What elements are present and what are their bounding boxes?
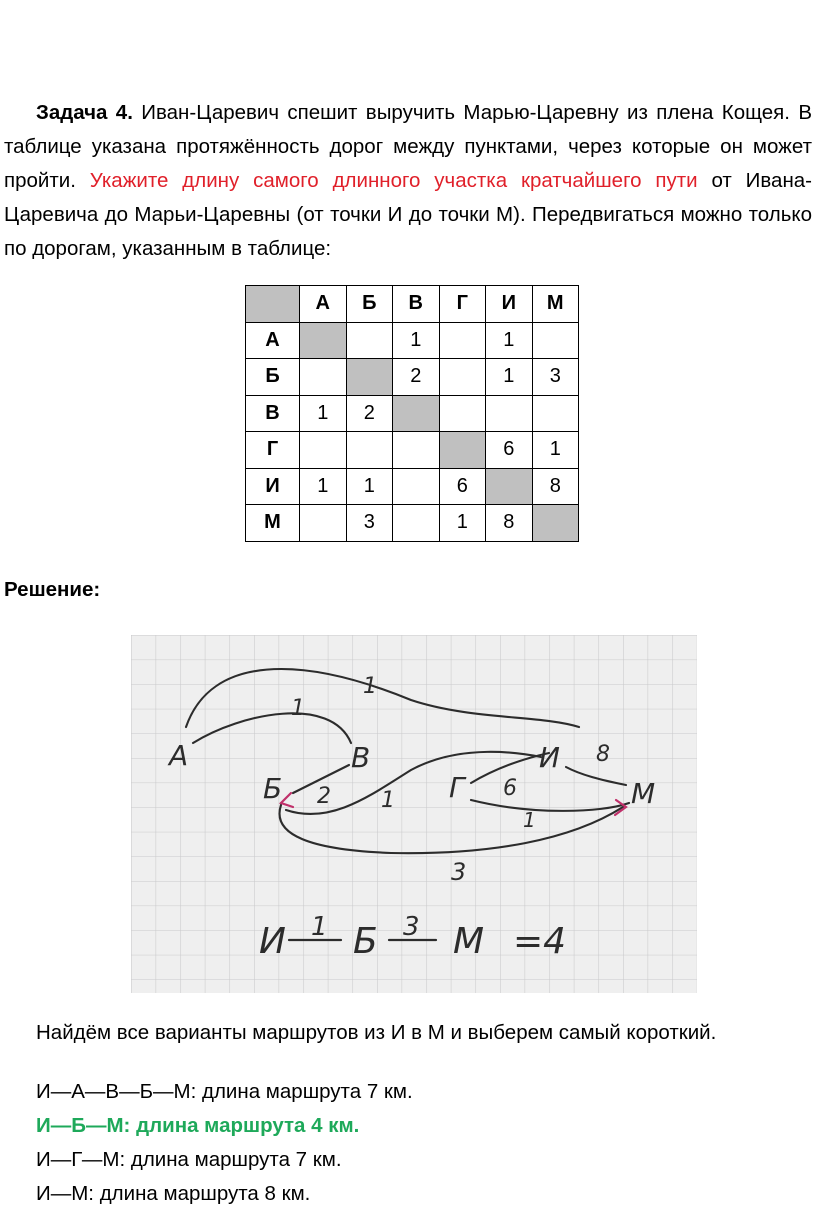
table-cell [393, 468, 440, 505]
route-item: И—Г—М: длина маршрута 7 км. [36, 1148, 342, 1171]
row-header: Г [246, 432, 300, 469]
table-cell: 3 [346, 505, 393, 542]
table-cell: 2 [393, 359, 440, 396]
edge-label-g-m: 1 [523, 808, 536, 832]
table-cell [532, 505, 579, 542]
edge-label-b-v: 2 [317, 784, 331, 809]
table-cell [393, 395, 440, 432]
col-header: А [300, 286, 347, 323]
route-item: И—А—В—Б—М: длина маршрута 7 км. [36, 1080, 413, 1103]
table-cell [486, 468, 533, 505]
row-header: В [246, 395, 300, 432]
table-row [246, 432, 579, 469]
solution-intro: Найдём все варианты маршрутов из И в М и выберем самый короткий. [36, 1021, 717, 1044]
col-header: М [532, 286, 579, 323]
solution-title: Решение: [4, 578, 101, 601]
row-header: И [246, 468, 300, 505]
col-header: В [393, 286, 440, 323]
table-corner-cell [246, 286, 300, 323]
table-row [246, 359, 579, 396]
table-cell: 3 [532, 359, 579, 396]
node-label-i: И [539, 741, 560, 774]
table-cell: 1 [393, 322, 440, 359]
table-cell: 1 [300, 468, 347, 505]
table-cell: 1 [439, 505, 486, 542]
table-cell [439, 432, 486, 469]
edge-label-b-m: 3 [451, 858, 467, 886]
table-cell [300, 322, 347, 359]
formula-mid: Б [353, 921, 378, 962]
row-header: М [246, 505, 300, 542]
table-cell: 6 [439, 468, 486, 505]
table-cell [346, 322, 393, 359]
task-text-part-2: от Ивана-Царевича до Марьи-Царевны (от точки И до точки М). Передвигаться можно только по дорогам, указанным в таблице: [4, 169, 813, 260]
formula-end: М [453, 921, 485, 962]
route-item: И—М: длина маршрута 8 км. [36, 1182, 311, 1205]
route-item-best: И—Б—М: длина маршрута 4 км. [36, 1114, 360, 1137]
table-cell: 8 [532, 468, 579, 505]
table-cell [532, 322, 579, 359]
node-label-v: В [351, 741, 371, 774]
edge-label-i-m: 8 [596, 742, 610, 767]
table-row [246, 322, 579, 359]
col-header: Б [346, 286, 393, 323]
node-label-b: Б [263, 772, 283, 805]
graph-sketch [131, 635, 697, 993]
formula-weight-1: 1 [311, 912, 328, 942]
node-label-m: М [631, 777, 656, 810]
formula-weight-2: 3 [403, 912, 420, 942]
edge-label-a-v: 1 [291, 696, 305, 721]
formula-start: И [259, 921, 286, 962]
table-row [246, 505, 579, 542]
task-text [4, 96, 812, 266]
table-cell [439, 395, 486, 432]
table-cell: 2 [346, 395, 393, 432]
table-cell: 1 [300, 395, 347, 432]
col-header: Г [439, 286, 486, 323]
edge-label-b-i: 1 [381, 788, 395, 813]
row-header: Б [246, 359, 300, 396]
task-label: Задача 4. [36, 101, 133, 124]
table-cell: 8 [486, 505, 533, 542]
node-label-a: А [169, 739, 189, 772]
table-cell [439, 322, 486, 359]
table-cell: 1 [486, 322, 533, 359]
distance-table [245, 285, 579, 542]
table-row [246, 395, 579, 432]
table-cell [439, 359, 486, 396]
node-label-g: Г [449, 771, 465, 804]
table-header-row [246, 286, 579, 323]
task-highlight: Укажите длину самого длинного участка кратчайшего пути [89, 169, 698, 192]
table-cell [393, 432, 440, 469]
table-cell [393, 505, 440, 542]
table-cell [346, 359, 393, 396]
row-header: А [246, 322, 300, 359]
route-list [36, 1075, 413, 1211]
table-cell [300, 432, 347, 469]
table-row [246, 468, 579, 505]
table-cell [300, 505, 347, 542]
task-text-part-1: Иван-Царевич спешит выручить Марью-Царевну из плена Кощея. В таблице указана протяжённость дорог между пунктами, через которые он может пройти. [4, 101, 812, 192]
edge-label-g-i: 6 [503, 776, 517, 801]
formula-result: =4 [513, 921, 567, 962]
table-cell: 1 [486, 359, 533, 396]
table-cell [532, 395, 579, 432]
table-cell: 6 [486, 432, 533, 469]
table-cell [300, 359, 347, 396]
edge-label-a-i: 1 [363, 674, 377, 699]
table-cell: 1 [346, 468, 393, 505]
table-cell: 1 [532, 432, 579, 469]
col-header: И [486, 286, 533, 323]
table-cell [346, 432, 393, 469]
table-cell [486, 395, 533, 432]
